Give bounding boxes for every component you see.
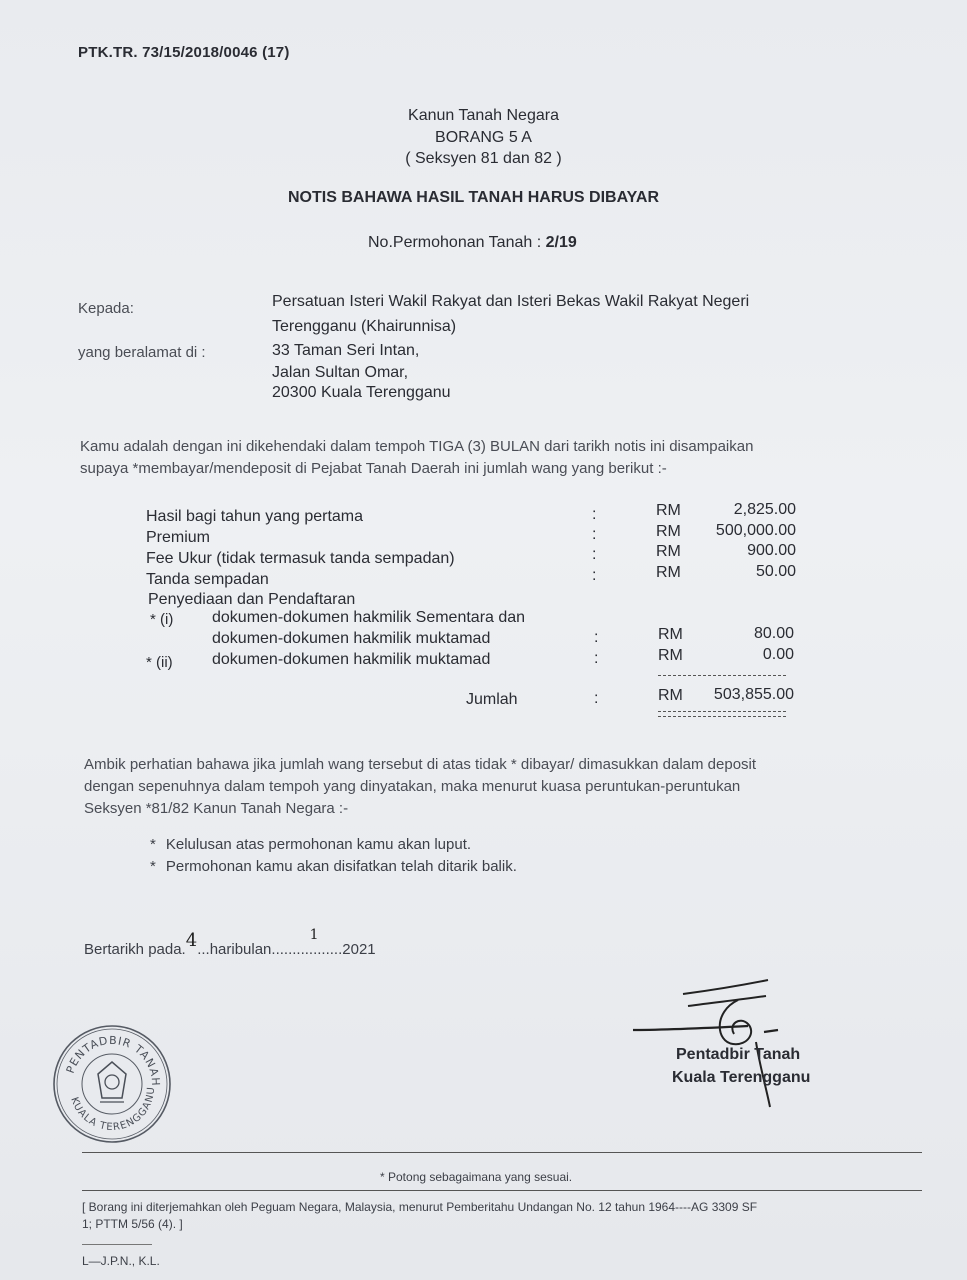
footer-note: * Potong sebagaimana yang sesuai. <box>380 1170 573 1184</box>
subtotal-rule <box>658 675 786 676</box>
date-month-handwritten: 1 <box>309 927 319 943</box>
sub-item-marker: * (i) <box>150 611 174 628</box>
charge-label: Tanda sempadan <box>146 571 269 588</box>
official-stamp <box>50 1022 174 1146</box>
colon: : <box>592 567 597 584</box>
application-value: 2/19 <box>545 234 577 251</box>
charge-amount: 2,825.00 <box>733 501 796 518</box>
currency: RM <box>656 523 681 540</box>
colon: : <box>592 506 597 523</box>
address-label: yang beralamat di : <box>78 344 206 361</box>
charge-amount: 900.00 <box>747 542 796 559</box>
charge-label: Fee Ukur (tidak termasuk tanda sempadan) <box>146 550 455 567</box>
bullet-star: * <box>150 836 156 853</box>
notice-line3: Seksyen *81/82 Kanun Tanah Negara :- <box>84 800 349 817</box>
date-day-handwritten: 4 <box>185 930 198 951</box>
footer-divider <box>82 1152 922 1153</box>
prep-heading: Penyediaan dan Pendaftaran <box>148 591 356 608</box>
charge-label: Premium <box>146 529 211 546</box>
bullet-text: Permohonan kamu akan disifatkan telah ditarik balik. <box>165 858 517 875</box>
colon: : <box>594 650 599 667</box>
intro-line1: Kamu adalah dengan ini dikehendaki dalam tempoh TIGA (3) BULAN dari tarikh notis ini disampaikan <box>80 438 754 455</box>
to-label: Kepada: <box>78 300 134 317</box>
colon: : <box>594 629 599 646</box>
reference-number: PTK.TR. 73/15/2018/0046 (17) <box>78 44 290 61</box>
bullet-item <box>150 836 471 853</box>
colon: : <box>592 526 597 543</box>
code-divider <box>82 1244 152 1245</box>
sub-item-amount: 0.00 <box>762 646 794 663</box>
stamp-top-text: PENTADBIR TANAH <box>63 1033 163 1087</box>
total-double-rule <box>658 711 786 717</box>
total-label: Jumlah <box>466 691 518 708</box>
footer-divider <box>82 1190 922 1191</box>
sub-item-amount: 80.00 <box>753 625 794 642</box>
address-line: Jalan Sultan Omar, <box>272 364 409 381</box>
date-middle: ...haribulan. <box>197 941 276 958</box>
currency: RM <box>658 687 683 704</box>
recipient-name-line1: Persatuan Isteri Wakil Rakyat dan Isteri Bekas Wakil Rakyat Negeri <box>272 293 750 310</box>
currency: RM <box>658 626 683 643</box>
sub-item-label: dokumen-dokumen hakmilik muktamad <box>212 651 491 668</box>
sub-item-marker: * (ii) <box>146 654 173 671</box>
signatory-title: Pentadbir Tanah <box>676 1046 801 1063</box>
recipient-name-line2: Terengganu (Khairunnisa) <box>272 318 457 335</box>
application-number <box>368 234 577 252</box>
translation-note-line2: 1; PTTM 5/56 (4). ] <box>82 1217 183 1231</box>
total-amount: 503,855.00 <box>713 686 794 703</box>
charge-amount: 50.00 <box>755 563 796 580</box>
date-month-field: .......... 1 ...... <box>275 927 343 958</box>
charge-label: Hasil bagi tahun yang pertama <box>146 508 364 525</box>
sub-item-label: dokumen-dokumen hakmilik muktamad <box>212 630 491 647</box>
date-prefix: Bertarikh pada. <box>84 941 186 958</box>
colon: : <box>594 690 599 707</box>
charge-amount: 500,000.00 <box>715 522 796 539</box>
section-reference: ( Seksyen 81 dan 82 ) <box>405 150 562 167</box>
bullet-text: Kelulusan atas permohonan kamu akan luput. <box>165 836 472 853</box>
currency: RM <box>656 564 681 581</box>
notice-line2: dengan sepenuhnya dalam tempoh yang dinyatakan, maka menurut kuasa peruntukan-peruntukan <box>84 778 741 795</box>
notice-title: NOTIS BAHAWA HASIL TANAH HARUS DIBAYAR <box>288 189 659 206</box>
colon: : <box>592 546 597 563</box>
bullet-item <box>150 858 517 875</box>
currency: RM <box>656 502 681 519</box>
address-line: 33 Taman Seri Intan, <box>272 342 420 359</box>
currency: RM <box>658 647 683 664</box>
address-line: 20300 Kuala Terengganu <box>272 384 451 401</box>
svg-text:KUALA TERENGGANU <box>68 1086 157 1133</box>
application-label: No.Permohonan Tanah : <box>368 234 546 251</box>
date-line <box>84 927 376 959</box>
signature <box>628 972 788 1112</box>
currency: RM <box>656 543 681 560</box>
bullet-star: * <box>150 858 156 875</box>
notice-line1: Ambik perhatian bahawa jika jumlah wang tersebut di atas tidak * dibayar/ dimasukkan dalam deposit <box>84 756 757 773</box>
date-year: 2021 <box>342 941 376 958</box>
act-title: Kanun Tanah Negara <box>408 107 559 124</box>
form-number: BORANG 5 A <box>435 129 532 146</box>
signatory-location: Kuala Terengganu <box>672 1069 811 1086</box>
intro-line2: supaya *membayar/mendeposit di Pejabat Tanah Daerah ini jumlah wang yang berikut :- <box>80 460 667 477</box>
translation-note-line1: [ Borang ini diterjemahkan oleh Peguam Negara, Malaysia, menurut Pemberitahu Undangan No. 12 tahun 1964----AG 3309 SF <box>82 1200 758 1214</box>
sub-item-label: dokumen-dokumen hakmilik Sementara dan <box>212 609 526 626</box>
form-code: L—J.P.N., K.L. <box>82 1254 160 1268</box>
stamp-bottom-text: KUALA TERENGGANU <box>68 1085 158 1134</box>
